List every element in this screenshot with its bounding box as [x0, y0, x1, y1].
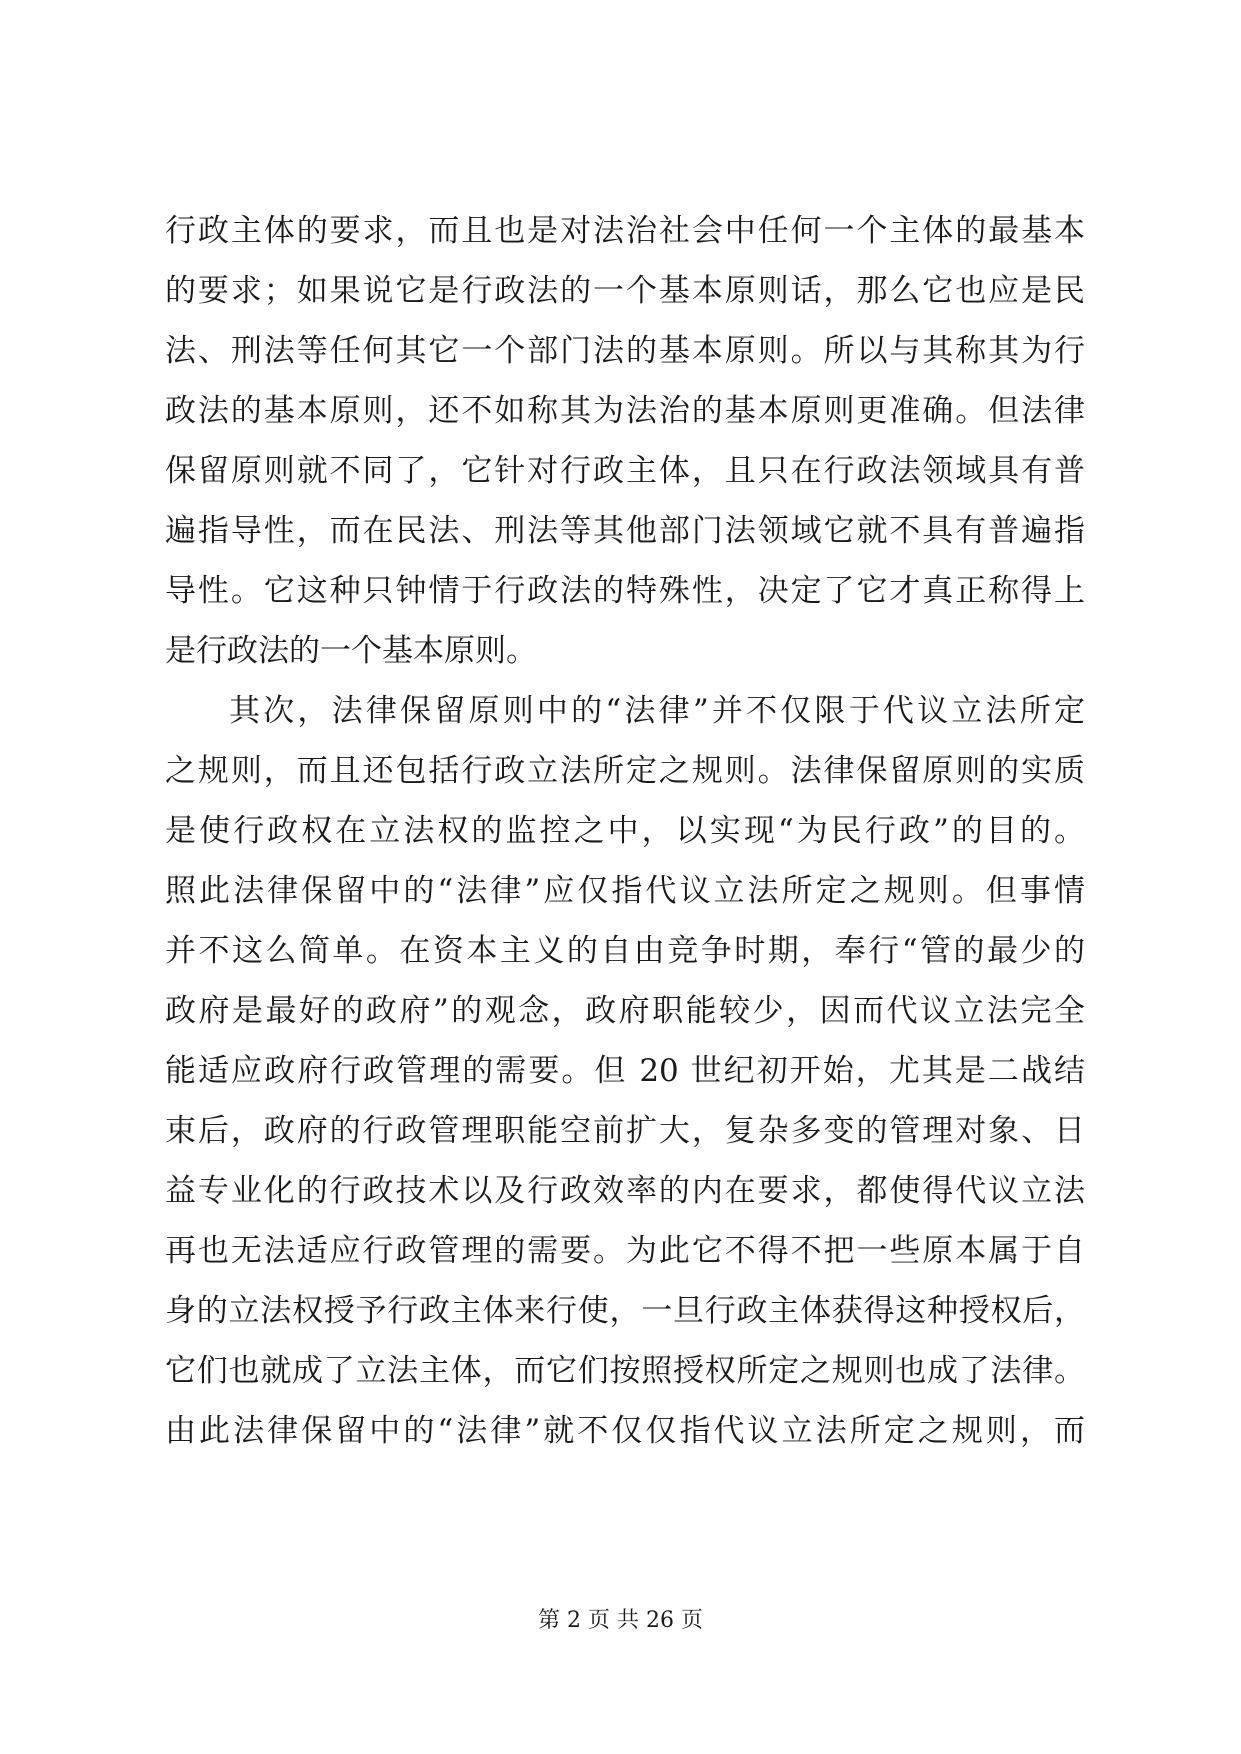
paragraph-line: 身的立法权授予行政主体来行使，一旦行政主体获得这种授权后， — [165, 1293, 1085, 1329]
paragraph-line: 政府是最好的政府”的观念，政府职能较少，因而代议立法完全 — [165, 993, 1085, 1029]
paragraph-line: 照此法律保留中的“法律”应仅指代议立法所定之规则。但事情 — [165, 873, 1085, 909]
paragraph-line: 并不这么简单。在资本主义的自由竞争时期，奉行“管的最少的 — [165, 933, 1085, 969]
paragraph-line: 之规则，而且还包括行政立法所定之规则。法律保留原则的实质 — [165, 753, 1085, 789]
paragraph-line: 保留原则就不同了，它针对行政主体，且只在行政法领域具有普 — [165, 453, 1085, 489]
paragraph-line: 益专业化的行政技术以及行政效率的内在要求，都使得代议立法 — [165, 1173, 1085, 1209]
paragraph-line: 的要求；如果说它是行政法的一个基本原则话，那么它也应是民 — [165, 273, 1085, 309]
paragraph-line: 由此法律保留中的“法律”就不仅仅指代议立法所定之规则，而 — [165, 1413, 1085, 1449]
paragraph-line: 遍指导性，而在民法、刑法等其他部门法领域它就不具有普遍指 — [165, 513, 1085, 549]
page-number-footer: 第 2 页 共 26 页 — [538, 1608, 703, 1633]
paragraph-line: 行政主体的要求，而且也是对法治社会中任何一个主体的最基本 — [165, 213, 1085, 249]
paragraph-line: 能适应政府行政管理的需要。但 20 世纪初开始，尤其是二战结 — [165, 1053, 1085, 1089]
paragraph-line: 法、刑法等任何其它一个部门法的基本原则。所以与其称其为行 — [165, 333, 1085, 369]
paragraph-line: 再也无法适应行政管理的需要。为此它不得不把一些原本属于自 — [165, 1233, 1085, 1269]
paragraph-line: 其次，法律保留原则中的“法律”并不仅限于代议立法所定 — [229, 693, 1085, 729]
paragraph-line: 它们也就成了立法主体，而它们按照授权所定之规则也成了法律。 — [165, 1353, 1085, 1389]
paragraph-line: 是使行政权在立法权的监控之中，以实现“为民行政”的目的。 — [165, 813, 1085, 849]
paragraph-line: 是行政法的一个基本原则。 — [165, 633, 537, 669]
paragraph-line: 束后，政府的行政管理职能空前扩大，复杂多变的管理对象、日 — [165, 1113, 1085, 1149]
paragraph-line: 导性。它这种只钟情于行政法的特殊性，决定了它才真正称得上 — [165, 573, 1085, 609]
paragraph-line: 政法的基本原则，还不如称其为法治的基本原则更准确。但法律 — [165, 393, 1085, 429]
